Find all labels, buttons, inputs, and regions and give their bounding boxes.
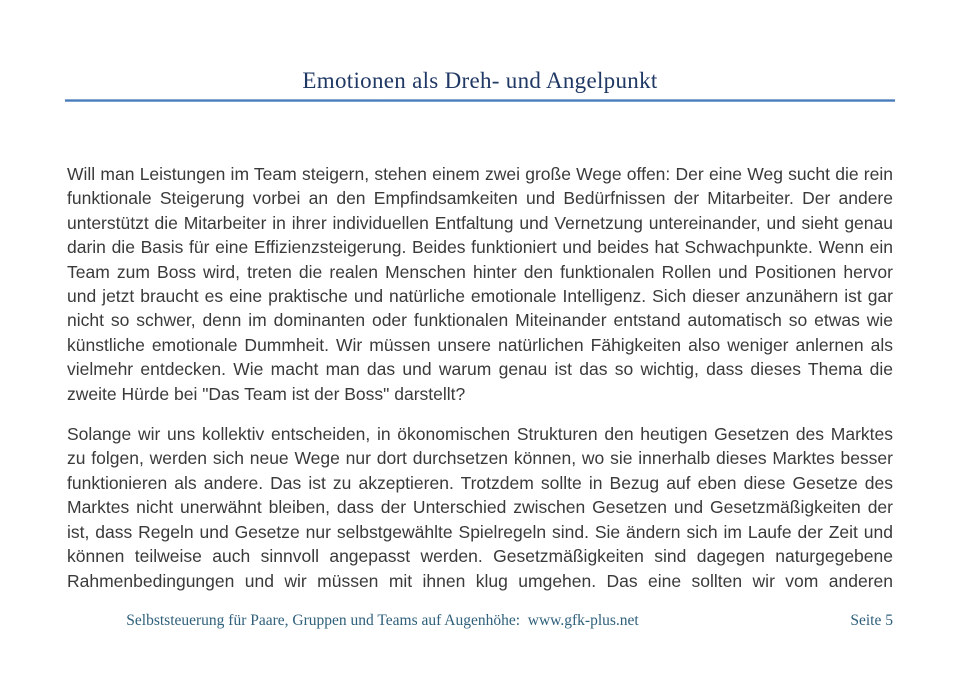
paragraph: Will man Leistungen im Team steigern, stehen einem zwei große Wege offen: Der eine Weg sucht die rein funktionale Steigerung vorbei an den Empfindsamkeiten und Bedürfnissen der Mitarbeiter. Der andere unterstützt die Mitarbeiter in ihrer individuellen Entfaltung und Vernetzung untereinander, und sieht genau darin die Basis für eine Effizienzsteigerung. Beides funktioniert und beides hat Schwachpunkte. Wenn ein Team zum Boss wird, treten die realen Menschen hinter den funktionalen Rollen und Positionen hervor und jetzt braucht es eine praktische und natürliche emotionale Intelligenz. Sich dieser anzunähern ist gar nicht so schwer, denn im dominanten oder funktionalen Miteinander entstand automatisch so etwas wie künstliche emotionale Dummheit. Wir müssen unsere natürlichen Fähigkeiten also weniger anlernen als vielmehr entdecken. Wie macht man das und warum genau ist das so wichtig, dass dieses Thema die zweite Hürde bei "Das Team ist der Boss" darstellt?: [67, 164, 893, 404]
body-text: [67, 162, 893, 609]
page-title: Emotionen als Dreh- und Angelpunkt: [302, 68, 658, 93]
page-number: Seite 5: [850, 612, 893, 629]
paragraph: Solange wir uns kollektiv entscheiden, in ökonomischen Strukturen den heutigen Gesetzen des Marktes zu folgen, werden sich neue Wege nur dort durchsetzen können, wo sie innerhalb dieses Marktes besser funktionieren als andere. Das ist zu akzeptieren. Trotzdem sollte in Bezug auf eben diese Gesetze des Marktes nicht unerwähnt bleiben, dass der Unterschied zwischen Gesetzen und Gesetzmäßigkeiten der ist, dass Regeln und Gesetze nur selbstgewählte Spielregeln sind. Sie ändern sich im Laufe der Zeit und können teilweise auch sinnvoll angepasst werden. Gesetzmäßigkeiten sind dagegen naturgegebene Rahmenbedingungen und wir müssen mit ihnen klug umgehen. Das eine sollten wir vom anderen: [67, 424, 893, 591]
title-divider: [65, 99, 895, 102]
footer-info: Selbststeuerung für Paare, Gruppen und Teams auf Augenhöhe: www.gfk-plus.net: [126, 612, 639, 629]
